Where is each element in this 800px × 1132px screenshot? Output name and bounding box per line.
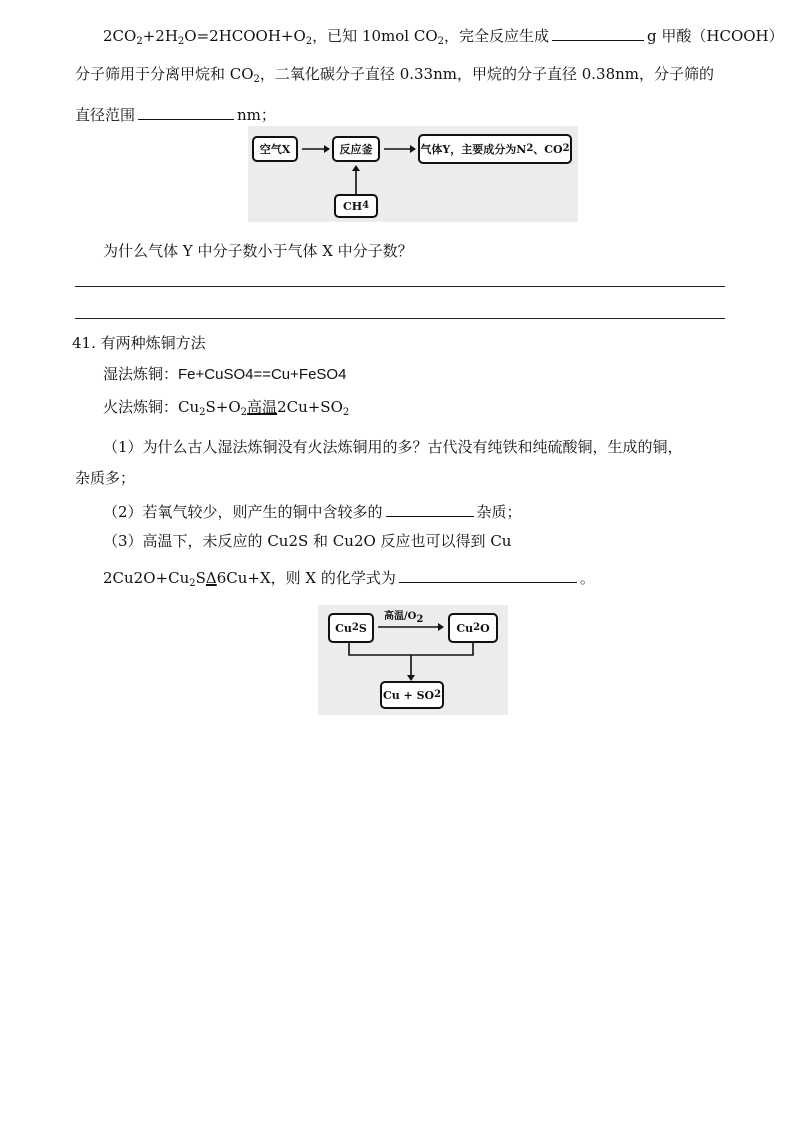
box-reactor: 反应釜: [332, 136, 380, 162]
box-air-x: 空气X: [252, 136, 298, 162]
q40-sieve-line: [75, 64, 714, 84]
subscript: 2: [437, 36, 444, 47]
q41-heading: 41. 有两种炼铜方法: [72, 334, 206, 352]
text: O=2HCOOH+O: [184, 27, 306, 45]
answer-line-2[interactable]: [75, 318, 725, 319]
text: +2H: [142, 27, 178, 45]
text: 直径范围: [75, 106, 136, 124]
q41-fire-method: 火法炼铜：$Cu_2S+O_2$高温$2Cu+SO_2$: [103, 398, 350, 418]
arrow-right-icon: [382, 140, 416, 158]
arrow-up-icon: [348, 164, 364, 194]
q41-wet-method: 湿法炼铜：Fe+CuSO4==Cu+FeSO4: [103, 366, 347, 383]
q41-part1-line1: （1）为什么古人湿法炼铜没有火法炼铜用的多？古代没有纯铁和纯硫酸铜，生成的铜，: [103, 438, 683, 456]
box-cu-so2: Cu + SO 2: [380, 681, 444, 709]
arrow-label-high-temp-o2: 高温$/O_2$: [384, 611, 424, 625]
answer-blank-formic-acid-mass[interactable]: [552, 24, 644, 41]
text: ，二氧化碳分子直径 0.33nm，甲烷的分子直径 0.38nm，分子筛的: [259, 65, 715, 83]
subscript: 2: [177, 36, 185, 47]
box-cu2s: Cu 2 S: [328, 613, 374, 643]
subscript: 2: [136, 36, 143, 47]
text: 分子筛用于分离甲烷和 CO: [75, 65, 254, 83]
text: ，完全反应生成: [444, 27, 550, 45]
text: nm；: [237, 106, 276, 124]
text: ，已知 10mol CO: [312, 27, 438, 45]
reaction-condition: 高温: [247, 398, 278, 416]
heat-condition: Δ: [205, 569, 217, 587]
process-diagram-reactor: [248, 126, 578, 222]
q40-equation-line: [103, 24, 784, 46]
q41-part3: （3）高温下，未反应的 Cu2S 和 Cu2O 反应也可以得到 Cu: [103, 532, 512, 550]
subscript: 2: [305, 36, 313, 47]
subscript: 2: [253, 74, 260, 85]
answer-blank-impurity[interactable]: [386, 500, 474, 517]
arrow-right-icon: [300, 140, 330, 158]
process-diagram-copper: [318, 605, 508, 715]
q41-part1-line2: 杂质多；: [75, 469, 136, 487]
answer-blank-sieve-range[interactable]: [138, 103, 234, 120]
text: 2CO: [103, 27, 137, 45]
box-ch4: CH 4: [334, 194, 378, 218]
q41-part3-equation: $2Cu2O+Cu_2S\Delta 6Cu+X$，则 X 的化学式为 。: [103, 566, 595, 588]
answer-line-1[interactable]: [75, 286, 725, 287]
answer-blank-x-formula[interactable]: [399, 566, 577, 583]
q40-question: 为什么气体 Y 中分子数小于气体 X 中分子数？: [103, 242, 413, 260]
box-gas-y: 气体Y，主要成分为N 2 、CO 2: [418, 134, 572, 164]
q40-range-line: [75, 103, 276, 125]
box-cu2o: Cu 2 O: [448, 613, 498, 643]
q41-part2: （2）若氧气较少，则产生的铜中含较多的 杂质；: [103, 500, 522, 522]
text: g 甲酸（HCOOH）: [647, 27, 784, 45]
